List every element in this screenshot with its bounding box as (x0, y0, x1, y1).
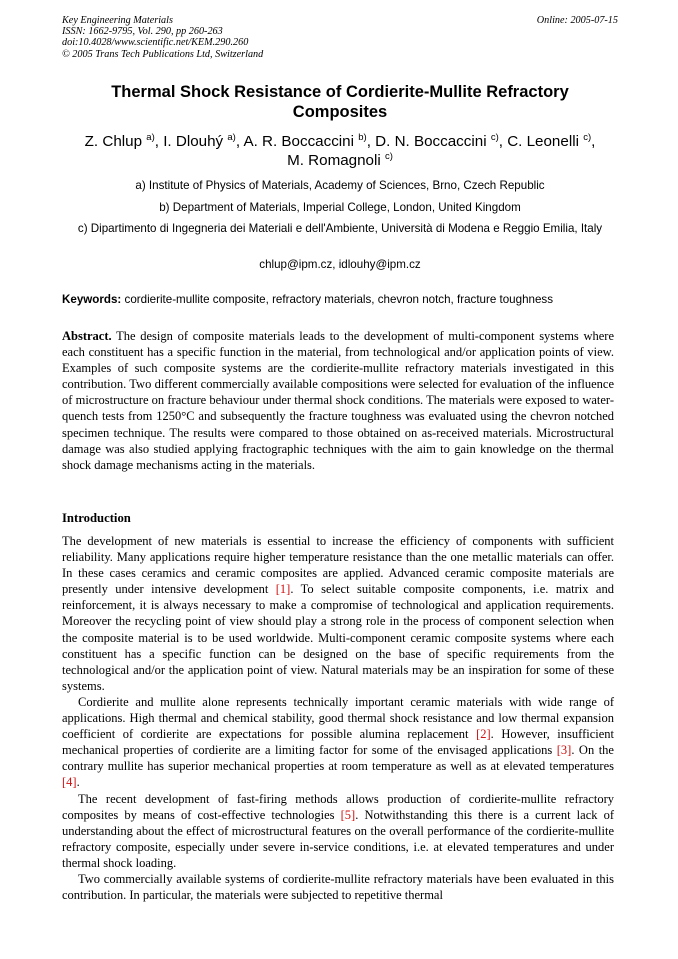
paragraph-text: . (76, 775, 80, 790)
author-affiliation-mark: c) (583, 132, 592, 143)
paragraph-text: . However, insufficient mechanical properties of cordierite are a limiting factor for some of the envisaged applications (62, 727, 614, 758)
author-list: Z. Chlup $^{a)}$, I. Dlouhý $^{a)}$, A. R. Boccaccini $^{b)}$, D. N. Boccaccini $^{c)}$, C. Leonelli $^{c)}$, M. Romagnoli $^{c)}$ (84, 132, 596, 169)
intro-paragraph-2 (62, 694, 614, 791)
author-affiliation-mark: a) (227, 132, 236, 143)
author-affiliation-mark: c) (490, 132, 499, 143)
intro-paragraph-3 (62, 791, 614, 871)
section-heading-introduction: Introduction (62, 511, 131, 525)
author: I. Dlouhý (163, 133, 224, 150)
journal-name: Key Engineering Materials (62, 15, 173, 26)
abstract-label: Abstract. (62, 329, 112, 343)
keywords-label: Keywords: (62, 293, 122, 306)
paragraph-text: The recent development of fast-firing methods allows production of cordierite-mullite refractory composites by means of cost-effective technologies (62, 791, 614, 822)
citation-link[interactable]: [1] (275, 582, 291, 597)
paragraph-text: . Notwithstanding this there is a current lack of understanding about the effect of microstructural features on the overall performance of the cordierite-mullite refractory composite, especially under severe in-service conditions, i.e. at elevated temperatures and under thermal shock loading. (62, 807, 614, 870)
paragraph-text: . On the contrary mullite has superior mechanical properties at room temperature as well as at elevated temperatures (62, 743, 614, 774)
affiliation-b: b) Department of Materials, Imperial College, London, United Kingdom (159, 201, 521, 214)
abstract-text: The design of composite materials leads to the development of multi-component systems where each constituent has a specific function in the material, from technological and/or application points of view. Examples of such composite systems are the cordierite-mullite refractory materials investigated in this contribution. Two different commercially available compositions were selected for evaluation of the influence of microstructure on fracture behaviour under thermal shock conditions. The materials were exposed to water-quench tests from 1250°C and subsequently the fracture toughness was evaluated using the chevron notched specimen technique. The results were compared to those obtained on as-received materials. Microstructural damage was also studied applying fractographic techniques with the aim to gain knowledge on the thermal shock damage mechanisms acting in the materials. (62, 329, 615, 472)
paragraph-text: Cordierite and mullite alone represents technically important ceramic materials with wide range of applications. High thermal and chemical stability, good thermal shock resistance and low thermal expansion coefficient of cordierite are expectations for possible alumina replacement (62, 694, 614, 742)
journal-header (62, 15, 618, 60)
citation-link[interactable]: [5] (340, 807, 356, 822)
author-emails[interactable]: chlup@ipm.cz, idlouhy@ipm.cz (259, 258, 421, 271)
affiliation-c: c) Dipartimento di Ingegneria dei Materiali e dell'Ambiente, Università di Modena e Reggio Emilia, Italy (77, 222, 603, 235)
author: D. N. Boccaccini (375, 133, 487, 150)
citation-link[interactable]: [2] (476, 727, 491, 742)
author: M. Romagnoli (287, 152, 381, 169)
keywords-text: cordierite-mullite composite, refractory materials, chevron notch, fracture toughness (124, 293, 554, 306)
online-date: Online: 2005-07-15 (536, 15, 618, 26)
author: Z. Chlup (84, 133, 143, 150)
author: C. Leonelli (507, 133, 579, 150)
affiliation-a: a) Institute of Physics of Materials, Academy of Sciences, Brno, Czech Republic (135, 179, 545, 192)
author-affiliation-mark: a) (146, 132, 155, 143)
doi-line[interactable]: doi:10.4028/www.scientific.net/KEM.290.260 (62, 37, 249, 49)
paragraph-text: . To select suitable composite components, i.e. matrix and reinforcement, it is always necessary to make a compromise of technological and application requirements. Moreover the recycling point of view should play a strong role in the process of component selection when the composite material is to be used worldwide. Multi-component ceramic composite systems where each constituent has a specific function can be designed on the base of specific requirements from the technological and/or the application point of view. Natural materials may be an inspiration for some of these systems. (62, 582, 614, 693)
intro-paragraph-4: Two commercially available systems of cordierite-mullite refractory materials have been evaluated in this contribution. In particular, the materials were subjected to repetitive thermal (62, 871, 614, 903)
abstract (62, 328, 614, 473)
citation-link[interactable]: [4] (62, 775, 77, 790)
author-affiliation-mark: b) (358, 132, 367, 143)
author: A. R. Boccaccini (243, 133, 355, 150)
paragraph-text: The development of new materials is essential to increase the efficiency of components with sufficient reliability. Many applications require higher temperature resistance than the one metallic materials can offer. In these cases ceramics and ceramic composites are applied. Advanced ceramic composite materials are presently under intensive development (62, 534, 614, 597)
author-affiliation-mark: c) (385, 151, 393, 162)
copyright-line: © 2005 Trans Tech Publications Ltd, Switzerland (62, 48, 264, 60)
citation-link[interactable]: [3] (556, 743, 572, 758)
keywords (62, 292, 618, 307)
introduction-body (62, 533, 614, 903)
intro-paragraph-1 (62, 533, 614, 694)
issn-line: ISSN: 1662-9795, Vol. 290, pp 260-263 (62, 26, 223, 38)
paper-title: Thermal Shock Resistance of Cordierite-Mullite Refractory Composites (111, 83, 569, 121)
